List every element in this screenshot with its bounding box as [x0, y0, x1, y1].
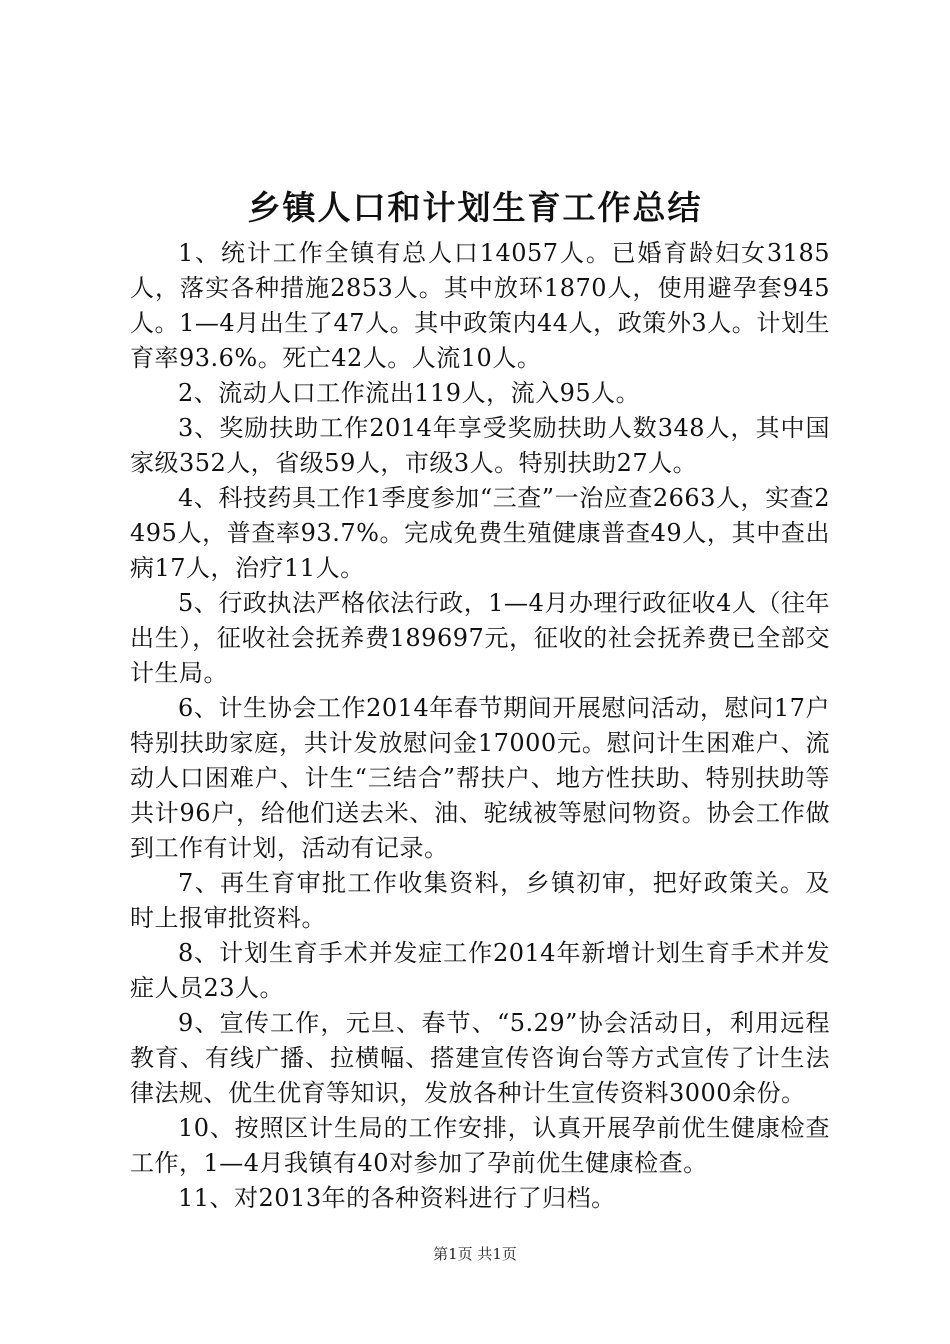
document-title: 乡镇人口和计划生育工作总结: [247, 188, 703, 227]
document-body: [130, 236, 830, 1216]
paragraph-10: 10、按照区计生局的工作安排，认真开展孕前优生健康检查工作，1—4月我镇有40对参加了孕前优生健康检查。: [130, 1114, 830, 1177]
paragraph-11: 11、对2013年的各种资料进行了归档。: [178, 1184, 616, 1212]
paragraph-1: 1、统计工作全镇有总人口14057人。已婚育龄妇女3185人，落实各种措施2853人。其中放环1870人，使用避孕套945人。1—4月出生了47人。其中政策内44人，政策外3人。计划生育率93.6%。死亡42人。人流10人。: [130, 239, 830, 372]
paragraph-9: 9、宣传工作，元旦、春节、“5.29”协会活动日，利用远程教育、有线广播、拉横幅、搭建宣传咨询台等方式宣传了计生法律法规、优生优育等知识，发放各种计生宣传资料3000余份。: [130, 1009, 830, 1107]
paragraph-3: 3、奖励扶助工作2014年享受奖励扶助人数348人，其中国家级352人，省级59人，市级3人。特别扶助27人。: [130, 414, 830, 477]
paragraph-6: 6、计生协会工作2014年春节期间开展慰问活动，慰问17户特别扶助家庭，共计发放慰问金17000元。慰问计生困难户、流动人口困难户、计生“三结合”帮扶户、地方性扶助、特别扶助等共计96户，给他们送去米、油、驼绒被等慰问物资。协会工作做到工作有计划，活动有记录。: [130, 694, 830, 862]
paragraph-7: 7、再生育审批工作收集资料，乡镇初审，把好政策关。及时上报审批资料。: [130, 869, 830, 932]
paragraph-2: 2、流动人口工作流出119人，流入95人。: [178, 379, 641, 407]
paragraph-5: 5、行政执法严格依法行政，1—4月办理行政征收4人（往年出生），征收社会抚养费189697元，征收的社会抚养费已全部交计生局。: [130, 589, 830, 687]
page-footer: 第1页 共1页: [433, 1245, 517, 1263]
paragraph-8: 8、计划生育手术并发症工作2014年新增计划生育手术并发症人员23人。: [130, 939, 830, 1002]
paragraph-4: 4、科技药具工作1季度参加“三查”一治应查2663人，实查2495人，普查率93.7%。完成免费生殖健康普查49人，其中查出病17人，治疗11人。: [130, 484, 830, 582]
